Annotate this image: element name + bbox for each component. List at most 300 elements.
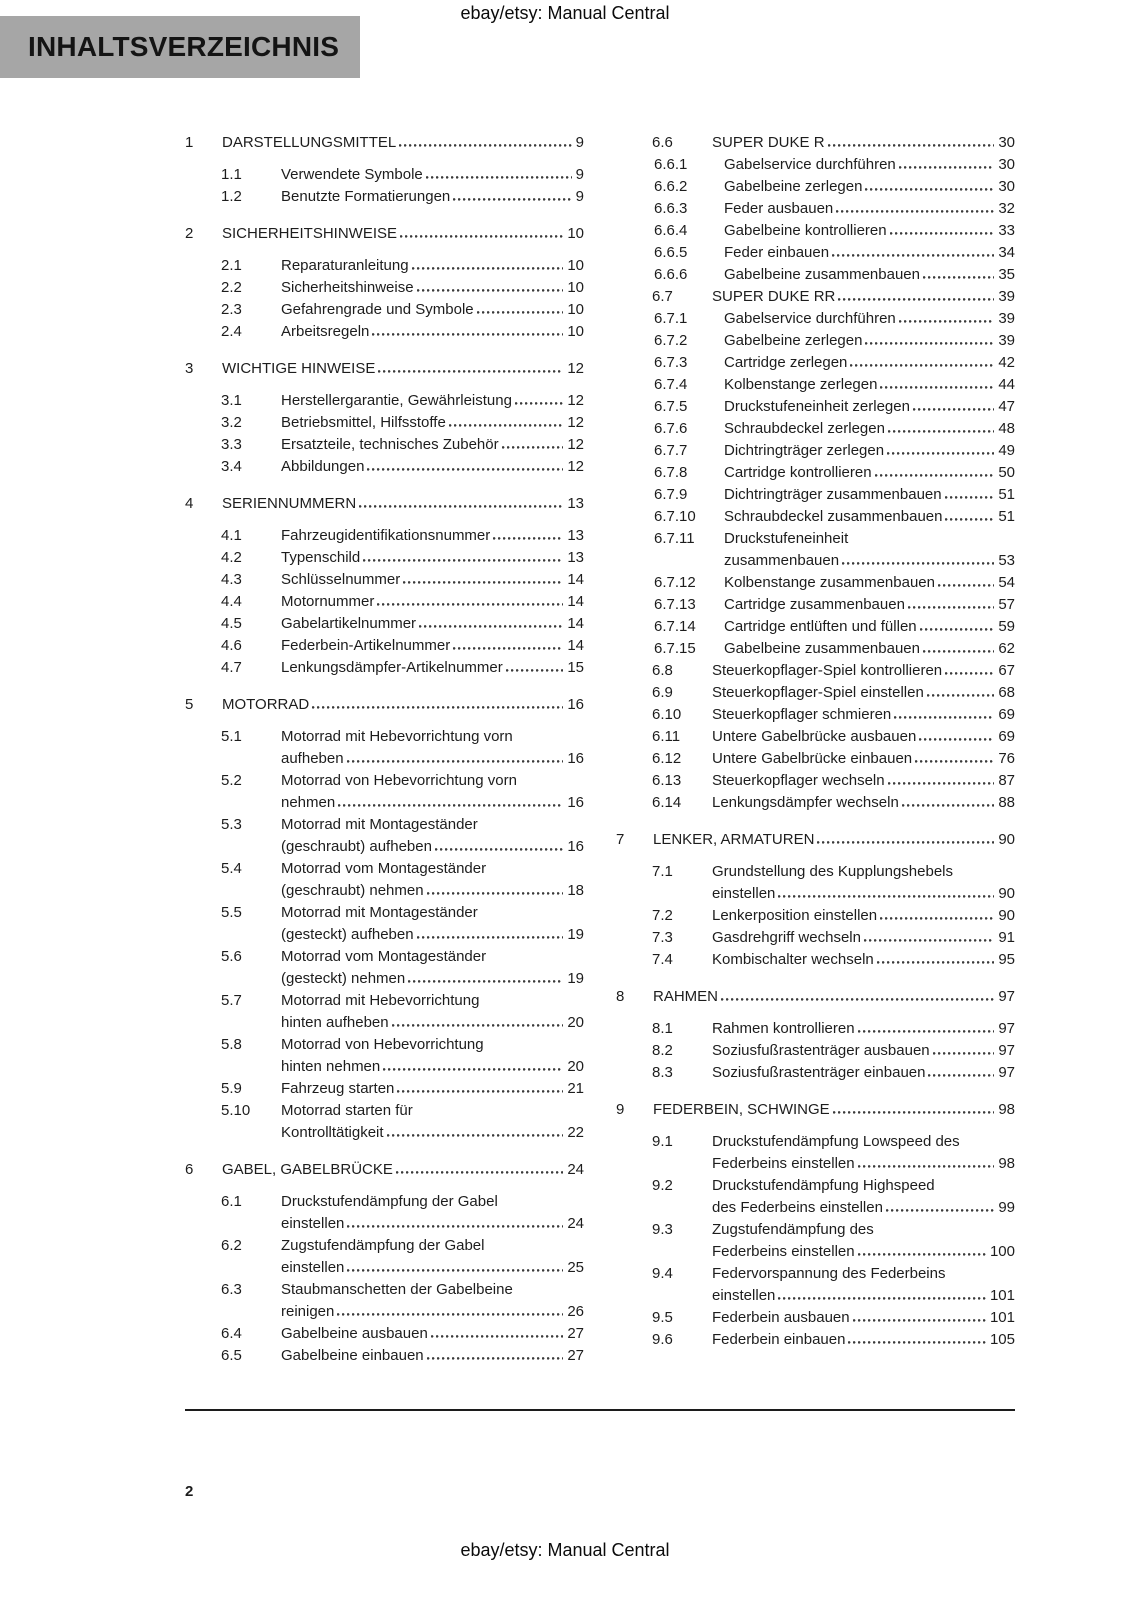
toc-entry-number: 2 [185, 225, 194, 242]
toc-entry-title-line [653, 829, 1015, 851]
toc-entry-title: Schlüsselnummer [281, 571, 401, 588]
toc-entry-body [712, 905, 1015, 927]
toc-entry-number: 7.4 [652, 951, 673, 968]
dot-leader [915, 760, 994, 763]
toc-entry-title-line [281, 1301, 584, 1323]
toc-entry [185, 635, 584, 657]
toc-entry-page-number: 18 [567, 882, 584, 899]
toc-entry [185, 547, 584, 569]
toc-entry-number: 9.6 [652, 1331, 673, 1348]
toc-entry-title-line: Motorrad starten für [281, 1102, 413, 1119]
toc-entry-body [712, 1219, 1015, 1263]
toc-entry [616, 616, 1015, 638]
toc-entry-title: Cartridge zusammenbauen [724, 596, 905, 613]
toc-entry-number: 8 [616, 988, 625, 1005]
toc-entry-body [712, 1329, 1015, 1351]
toc-entry-page-number: 33 [998, 222, 1015, 239]
toc-entry-title-line [281, 748, 584, 770]
toc-entry-title: Druckstufeneinheit zerlegen [724, 398, 910, 415]
toc-entry-number: 6.7.15 [654, 640, 696, 657]
toc-entry-number: 5.1 [221, 728, 242, 745]
toc-entry-number: 9 [616, 1101, 625, 1118]
toc-entry-title-line [724, 154, 1015, 176]
toc-entry-title-line: Motorrad von Hebevorrichtung [281, 1036, 484, 1053]
toc-entry-body [724, 264, 1015, 286]
toc-entry-number: 6.6.5 [654, 244, 688, 261]
toc-entry-title-line [712, 927, 1015, 949]
toc-entry-number: 6.6.3 [654, 200, 688, 217]
toc-entry-page-number: 97 [998, 1020, 1015, 1037]
toc-entry-title: GABEL, GABELBRÜCKE [222, 1161, 393, 1178]
toc-entry-page-number: 100 [989, 1243, 1015, 1260]
toc-entry-page-number: 16 [567, 696, 584, 713]
toc-entry-title-line [281, 1323, 584, 1345]
toc-entry-title-line [222, 358, 584, 380]
toc-entry-title-line [281, 1012, 584, 1034]
toc-entry [185, 1159, 584, 1181]
toc-entry-title: Gabelartikelnummer [281, 615, 417, 632]
toc-entry-title-line [281, 299, 584, 321]
toc-column-right [616, 132, 1015, 1367]
toc-entry-title-line [724, 352, 1015, 374]
dot-leader [913, 408, 994, 411]
toc-entry-title-line [724, 506, 1015, 528]
toc-entry-page-number: 39 [998, 310, 1015, 327]
toc-entry-body [222, 358, 584, 380]
toc-entry-title: RAHMEN [653, 988, 719, 1005]
toc-entry-body [724, 176, 1015, 198]
toc-entry-title-line [222, 493, 584, 515]
toc-entry-page-number: 16 [567, 838, 584, 855]
toc-entry-page-number: 39 [998, 288, 1015, 305]
toc-entry-number: 4.5 [221, 615, 242, 632]
toc-entry-page-number: 90 [998, 831, 1015, 848]
toc-entry-title: Dichtringträger zerlegen [724, 442, 885, 459]
toc-entry [616, 1062, 1015, 1084]
toc-entry-title-line [222, 1159, 584, 1181]
toc-entry-page-number: 30 [998, 178, 1015, 195]
toc-entry-number: 1.1 [221, 166, 242, 183]
toc-entry-title-line [281, 569, 584, 591]
dot-leader [372, 333, 563, 336]
toc-entry [616, 638, 1015, 660]
dot-leader [363, 559, 563, 562]
toc-entry-page-number: 51 [998, 508, 1015, 525]
toc-entry-body [724, 484, 1015, 506]
toc-entry-title: einstellen [281, 1259, 345, 1276]
dot-leader [493, 537, 563, 540]
toc-entry-body [724, 616, 1015, 638]
toc-entry-title-line [724, 550, 1015, 572]
toc-entry-title-line [281, 1345, 584, 1367]
toc-entry-title-line: Motorrad mit Hebevorrichtung vorn [281, 728, 513, 745]
toc-entry-title-line [724, 462, 1015, 484]
toc-entry-title-line [712, 748, 1015, 770]
toc-entry-title-line [724, 418, 1015, 440]
dot-leader [312, 706, 563, 709]
toc-entry-body [281, 726, 584, 770]
toc-entry-body [653, 986, 1015, 1008]
toc-column-left [185, 132, 584, 1367]
dot-leader [426, 176, 572, 179]
toc-entry-page-number: 97 [998, 1064, 1015, 1081]
toc-entry [616, 726, 1015, 748]
toc-entry-title-line [281, 1078, 584, 1100]
toc-entry-body [712, 1062, 1015, 1084]
dot-leader [928, 1074, 994, 1077]
toc-entry-body [724, 440, 1015, 462]
toc-entry-number: 6.13 [652, 772, 682, 789]
toc-entry-number: 6.2 [221, 1237, 242, 1254]
toc-entry-body [281, 547, 584, 569]
toc-entry-title: Kontrolltätigkeit [281, 1124, 384, 1141]
toc-entry [185, 1235, 584, 1279]
toc-entry-title: Reparaturanleitung [281, 257, 409, 274]
toc-entry-number: 5.10 [221, 1102, 251, 1119]
toc-entry-body [712, 1131, 1015, 1175]
toc-entry-title-line [712, 1153, 1015, 1175]
toc-entry-body [724, 242, 1015, 264]
toc-entry-title-line [222, 223, 584, 245]
toc-entry-title: Gabelbeine zusammenbauen [724, 266, 920, 283]
toc-entry-title-line [281, 456, 584, 478]
toc-entry-title-line [712, 1197, 1015, 1219]
toc-entry-title: einstellen [281, 1215, 345, 1232]
toc-entry-page-number: 69 [998, 706, 1015, 723]
toc-entry-title: Gabelbeine ausbauen [281, 1325, 428, 1342]
toc-entry [185, 1034, 584, 1078]
toc-entry-title-line [712, 726, 1015, 748]
toc-entry-number: 4.4 [221, 593, 242, 610]
toc-entry-title-line: Druckstufendämpfung der Gabel [281, 1193, 498, 1210]
toc-entry-title-line [281, 547, 584, 569]
toc-entry-body [281, 858, 584, 902]
toc-entry-title-line: Zugstufendämpfung der Gabel [281, 1237, 485, 1254]
toc-entry-number: 6.1 [221, 1193, 242, 1210]
toc-entry-page-number: 101 [989, 1287, 1015, 1304]
toc-entry [616, 352, 1015, 374]
toc-entry-title-line [281, 968, 584, 990]
toc-entry [185, 493, 584, 515]
toc-entry-number: 6.7.14 [654, 618, 696, 635]
toc-entry-title: reinigen [281, 1303, 335, 1320]
dot-leader [927, 694, 995, 697]
toc-entry-title: (geschraubt) nehmen [281, 882, 424, 899]
toc-entry-page-number: 24 [567, 1215, 584, 1232]
toc-entry-title-line [281, 591, 584, 613]
toc-entry-number: 9.2 [652, 1177, 673, 1194]
toc-entry-title-line [724, 220, 1015, 242]
toc-entry [185, 1279, 584, 1323]
toc-entry [185, 255, 584, 277]
toc-entry-number: 6.6.4 [654, 222, 688, 239]
toc-entry-number: 5.6 [221, 948, 242, 965]
dot-leader [453, 647, 563, 650]
dot-leader [387, 1134, 564, 1137]
toc-entry-page-number: 51 [998, 486, 1015, 503]
toc-entry-title: Gabelbeine einbauen [281, 1347, 424, 1364]
dot-leader [902, 804, 995, 807]
toc-entry-body [222, 493, 584, 515]
toc-entry [616, 660, 1015, 682]
toc-entry-number: 4.6 [221, 637, 242, 654]
toc-entry-title-line: Motorrad vom Montageständer [281, 948, 487, 965]
dot-leader [888, 782, 995, 785]
toc-entry [616, 132, 1015, 154]
dot-leader [858, 1165, 995, 1168]
toc-entry-number: 6.7.8 [654, 464, 688, 481]
toc-entry-title-line [712, 1040, 1015, 1062]
toc-entry-number: 5.3 [221, 816, 242, 833]
toc-entry-title-line [653, 1099, 1015, 1121]
toc-entry-number: 3.4 [221, 458, 242, 475]
toc-entry-title-line [281, 792, 584, 814]
toc-entry [185, 613, 584, 635]
toc-entry [616, 154, 1015, 176]
toc-entry [185, 412, 584, 434]
dot-leader [427, 1357, 564, 1360]
toc-entry-page-number: 90 [998, 885, 1015, 902]
toc-entry-body [724, 330, 1015, 352]
toc-entry-body [724, 154, 1015, 176]
toc-entry-title-line [281, 1122, 584, 1144]
toc-entry-title: MOTORRAD [222, 696, 310, 713]
toc-entry [616, 594, 1015, 616]
dot-leader [838, 298, 994, 301]
toc-entry-body [712, 1175, 1015, 1219]
toc-entry-title: Kombischalter wechseln [712, 951, 874, 968]
dot-leader [836, 210, 994, 213]
toc-entry-page-number: 13 [567, 527, 584, 544]
toc-entry-title: Steuerkopflager wechseln [712, 772, 885, 789]
toc-entry-title-line [712, 949, 1015, 971]
dot-leader [864, 939, 994, 942]
toc-entry-title-line [712, 682, 1015, 704]
toc-entry-title-line [724, 198, 1015, 220]
toc-entry-page-number: 12 [567, 436, 584, 453]
toc-entry [185, 858, 584, 902]
dot-leader [408, 980, 563, 983]
toc-entry [616, 506, 1015, 528]
toc-entry-body [281, 569, 584, 591]
toc-entry-title-line [712, 905, 1015, 927]
toc-entry-title-line [724, 638, 1015, 660]
toc-entry-body [724, 638, 1015, 660]
toc-entry-title: Gasdrehgriff wechseln [712, 929, 861, 946]
toc-entry-title: des Federbeins einstellen [712, 1199, 883, 1216]
toc-entry-title-line [724, 330, 1015, 352]
toc-entry-page-number: 42 [998, 354, 1015, 371]
toc-entry-title: aufheben [281, 750, 344, 767]
toc-entry-page-number: 91 [998, 929, 1015, 946]
toc-entry-body [281, 1279, 584, 1323]
toc-entry-body [222, 694, 584, 716]
toc-entry-number: 3.3 [221, 436, 242, 453]
toc-entry-number: 6.7.4 [654, 376, 688, 393]
dot-leader [359, 505, 563, 508]
toc-entry-number: 6.7.3 [654, 354, 688, 371]
dot-leader [945, 518, 994, 521]
toc-entry-title-line: Zugstufendämpfung des [712, 1221, 874, 1238]
toc-entry-page-number: 10 [567, 279, 584, 296]
toc-entry-title-line [281, 525, 584, 547]
dot-leader [338, 804, 563, 807]
toc-entry [616, 418, 1015, 440]
toc-entry-page-number: 26 [567, 1303, 584, 1320]
toc-entry-body [724, 418, 1015, 440]
toc-entry-title-line: Motorrad vom Montageständer [281, 860, 487, 877]
toc-entry-title-line [281, 277, 584, 299]
toc-entry-number: 4.7 [221, 659, 242, 676]
toc-entry-title: (gesteckt) aufheben [281, 926, 414, 943]
toc-entry [185, 525, 584, 547]
toc-entry-number: 6.7.2 [654, 332, 688, 349]
toc-entry-number: 3.2 [221, 414, 242, 431]
toc-entry-title: FEDERBEIN, SCHWINGE [653, 1101, 830, 1118]
toc-entry-title: Verwendete Symbole [281, 166, 423, 183]
toc-entry-title-line [712, 132, 1015, 154]
toc-entry-title-line: Motorrad mit Montageständer [281, 816, 478, 833]
toc-entry-title-line [724, 572, 1015, 594]
toc-entry [616, 528, 1015, 572]
toc-entry-title: Cartridge entlüften und füllen [724, 618, 917, 635]
toc-entry-title: zusammenbauen [724, 552, 840, 569]
toc-entry-body [281, 770, 584, 814]
toc-entry-page-number: 88 [998, 794, 1015, 811]
toc-entry-title-line [281, 635, 584, 657]
dot-leader [417, 289, 564, 292]
toc-entry-title: LENKER, ARMATUREN [653, 831, 815, 848]
toc-entry-title: Cartridge kontrollieren [724, 464, 872, 481]
toc-entry-page-number: 13 [567, 495, 584, 512]
toc-entry-page-number: 101 [989, 1309, 1015, 1326]
toc-entry [616, 374, 1015, 396]
toc-entry [185, 591, 584, 613]
toc-entry-title: SICHERHEITSHINWEISE [222, 225, 398, 242]
toc-entry-number: 6.9 [652, 684, 673, 701]
toc-entry-title: Federbeins einstellen [712, 1243, 855, 1260]
dot-leader [502, 446, 564, 449]
dot-leader [875, 474, 995, 477]
toc-entry [185, 770, 584, 814]
toc-entry-body [281, 946, 584, 990]
toc-entry-body [724, 572, 1015, 594]
toc-entry-body [281, 434, 584, 456]
toc-entry [616, 704, 1015, 726]
toc-entry [616, 1219, 1015, 1263]
toc-entry-number: 8.2 [652, 1042, 673, 1059]
toc-entry-title-line [724, 594, 1015, 616]
toc-entry [616, 1099, 1015, 1121]
toc-entry-title: SUPER DUKE RR [712, 288, 836, 305]
toc-entry-title-line [712, 1285, 1015, 1307]
toc-entry-body [724, 528, 1015, 572]
dot-leader [920, 628, 995, 631]
toc-entry-number: 7 [616, 831, 625, 848]
toc-entry [616, 484, 1015, 506]
toc-entry [616, 1040, 1015, 1062]
toc-entry [616, 572, 1015, 594]
toc-entry [185, 223, 584, 245]
toc-entry [185, 434, 584, 456]
toc-entry-title: Gabelservice durchführen [724, 310, 896, 327]
dot-leader [828, 144, 995, 147]
toc-entry-page-number: 35 [998, 266, 1015, 283]
toc-entry-title: Gabelbeine zerlegen [724, 178, 863, 195]
toc-entry [185, 390, 584, 412]
dot-leader [431, 1335, 564, 1338]
toc-entry-page-number: 50 [998, 464, 1015, 481]
toc-entry-number: 2.1 [221, 257, 242, 274]
dot-leader [417, 936, 564, 939]
toc-entry-number: 6.7 [652, 288, 673, 305]
toc-entry-title: Federbein-Artikelnummer [281, 637, 451, 654]
toc-entry [616, 1329, 1015, 1351]
toc-entry-title: Gabelbeine zusammenbauen [724, 640, 920, 657]
toc-entry-body [712, 927, 1015, 949]
toc-entry-body [724, 220, 1015, 242]
dot-leader [894, 716, 994, 719]
toc-entry-title: Abbildungen [281, 458, 365, 475]
dot-leader [392, 1024, 564, 1027]
toc-entry-page-number: 57 [998, 596, 1015, 613]
toc-entry [185, 694, 584, 716]
toc-entry-title-line [281, 657, 584, 679]
toc-entry-number: 2.4 [221, 323, 242, 340]
page-title: INHALTSVERZEICHNIS [28, 31, 340, 62]
toc-entry-title: Typenschild [281, 549, 361, 566]
toc-entry [616, 264, 1015, 286]
toc-entry-page-number: 68 [998, 684, 1015, 701]
toc-entry-page-number: 25 [567, 1259, 584, 1276]
toc-entry [616, 1131, 1015, 1175]
toc-entry-body [222, 223, 584, 245]
toc-entry-body [724, 594, 1015, 616]
dot-leader [945, 672, 994, 675]
dot-leader [877, 961, 995, 964]
toc-entry-page-number: 22 [567, 1124, 584, 1141]
header-site-title: ebay/etsy: Manual Central [460, 3, 670, 23]
dot-leader [347, 1225, 563, 1228]
toc-entry-page-number: 44 [998, 376, 1015, 393]
toc-entry-number: 6.7.10 [654, 508, 696, 525]
toc-entry-page-number: 14 [567, 593, 584, 610]
toc-entry [616, 927, 1015, 949]
toc-entry-title-line [653, 986, 1015, 1008]
toc-entry-page-number: 90 [998, 907, 1015, 924]
toc-entry-number: 6.14 [652, 794, 682, 811]
dot-leader [347, 760, 564, 763]
toc-entry-body [724, 352, 1015, 374]
toc-entry-body [724, 506, 1015, 528]
toc-entry-number: 6.6.2 [654, 178, 688, 195]
toc-entry-title: Steuerkopflager-Spiel kontrollieren [712, 662, 943, 679]
toc-entry-number: 6.7.12 [654, 574, 696, 591]
toc-entry-title: Federbein ausbauen [712, 1309, 850, 1326]
toc-entry-title: Ersatzteile, technisches Zubehör [281, 436, 499, 453]
toc-entry-title-line [712, 883, 1015, 905]
toc-entry-title: Steuerkopflager-Spiel einstellen [712, 684, 924, 701]
dot-leader [842, 562, 994, 565]
toc-entry-title-line [712, 1062, 1015, 1084]
toc-entry [616, 792, 1015, 814]
toc-entry-page-number: 32 [998, 200, 1015, 217]
toc-entry [616, 286, 1015, 308]
dot-leader [337, 1313, 563, 1316]
toc-entry-title-line [712, 1329, 1015, 1351]
dot-leader [515, 402, 563, 405]
page-title-banner [0, 16, 360, 78]
